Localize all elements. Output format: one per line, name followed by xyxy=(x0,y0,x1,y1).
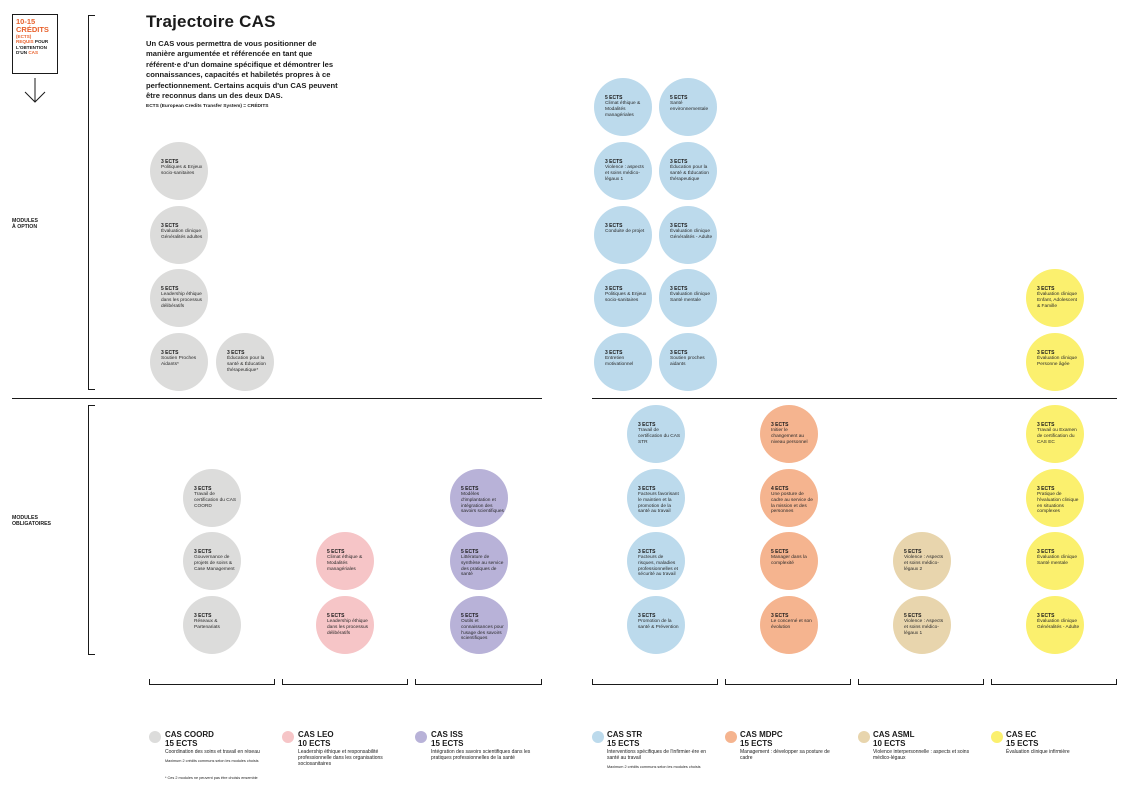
module-name: Soutien Proches Aidants* xyxy=(161,356,197,367)
module-name: Le concerné et son évolution xyxy=(771,619,812,630)
module-ects: 3 ECTS xyxy=(638,486,656,492)
module-ects: 3 ECTS xyxy=(605,223,623,229)
module-name: Évaluation clinique Généralités - Adulte xyxy=(670,229,713,240)
legend-title xyxy=(873,730,914,748)
module-name: Facteurs favorisant le maintien et la promotion de la santé au travail xyxy=(638,492,679,515)
option-bracket-top xyxy=(88,15,95,16)
module-ects: 5 ECTS xyxy=(605,95,623,101)
credits-cas-word: CAS xyxy=(28,49,39,55)
module-name: Travail de certification du CAS COORD xyxy=(194,492,237,509)
module-ects: 5 ECTS xyxy=(904,549,922,555)
module-circle xyxy=(1026,405,1084,463)
credits-of-word: D'UN xyxy=(16,49,28,55)
module-ects: 5 ECTS xyxy=(771,549,789,555)
module-name: Promotion de la santé & Prévention xyxy=(638,619,679,630)
intro-text: Un CAS vous permettra de vous positionner de manière argumentée et référencée en tant que référent·e d'un domaine spécifique et démontrer les connaissances, capacités et habiletés propres à ce perfectionnement. Certains acquis d'un CAS peuvent être reconnus dans un des deux DAS. xyxy=(146,39,338,101)
legend-title xyxy=(298,730,334,748)
module-circle xyxy=(627,596,685,654)
module-name: Éducation pour la santé & Éducation thérapeutique* xyxy=(227,356,266,373)
module-ects: 3 ECTS xyxy=(670,350,688,356)
module-circle xyxy=(1026,333,1084,391)
label-modules-option-line2: À OPTION xyxy=(12,224,38,231)
module-name: Pratique de l'évaluation clinique en situations complexes xyxy=(1037,492,1079,515)
module-circle xyxy=(659,206,717,264)
module-name: Politiques & Enjeux socio-sanitaires xyxy=(605,292,647,303)
module-circle xyxy=(450,469,508,527)
module-ects: 5 ECTS xyxy=(327,613,345,619)
column-bracket xyxy=(858,679,984,685)
label-modules-mandatory-line1: MODULES xyxy=(12,515,38,521)
label-modules-option-line1: MODULES xyxy=(12,218,38,224)
legend-description: Évaluation clinique infirmière xyxy=(1006,749,1070,755)
legend-cas-credits: 10 ECTS xyxy=(873,739,906,748)
module-ects: 3 ECTS xyxy=(1037,350,1055,356)
credits-required-box xyxy=(12,14,58,74)
module-ects: 5 ECTS xyxy=(327,549,345,555)
section-divider-right xyxy=(592,398,1117,399)
credits-required-word: REQUIS xyxy=(16,39,34,45)
module-name: Évaluation clinique Santé mentale xyxy=(670,292,711,303)
module-name: Évaluation clinique Généralités - Adulte xyxy=(1037,619,1080,630)
legend-title xyxy=(740,730,783,748)
module-ects: 3 ECTS xyxy=(771,613,789,619)
label-modules-option xyxy=(12,218,38,231)
legend-cas-credits: 15 ECTS xyxy=(431,739,464,748)
legend-cas-name: CAS ISS xyxy=(431,730,464,739)
legend-dot xyxy=(858,731,870,743)
section-divider-left xyxy=(12,398,542,399)
module-circle xyxy=(1026,269,1084,327)
module-name: Violence : aspects et soins médico-légaux 1 xyxy=(605,165,644,182)
legend-dot xyxy=(149,731,161,743)
legend-description: Management : développer sa posture de cadre xyxy=(740,749,830,762)
legend-cas-name: CAS EC xyxy=(1006,730,1037,739)
module-ects: 3 ECTS xyxy=(638,549,656,555)
module-name: Manager dans la complexité xyxy=(771,555,807,566)
module-ects: 4 ECTS xyxy=(771,486,789,492)
credits-word: CRÉDITS xyxy=(16,25,49,34)
module-circle xyxy=(594,269,652,327)
module-circle xyxy=(627,405,685,463)
module-name: Évaluation clinique Enfant, Adolescent & Famille xyxy=(1037,292,1078,309)
module-ects: 5 ECTS xyxy=(161,286,179,292)
module-name: Violence : Aspects et soins médico-légaux 1 xyxy=(904,619,944,636)
module-ects: 3 ECTS xyxy=(638,613,656,619)
credits-obtaining: L'OBTENTION xyxy=(16,44,47,50)
legend-description: Interventions spécifiques de l'infirmier·ère en santé au travail xyxy=(607,749,707,762)
module-circle xyxy=(594,142,652,200)
legend-description: Violence interpersonnelle : aspects et soins médico-légaux xyxy=(873,749,970,762)
module-circle xyxy=(627,469,685,527)
module-ects: 3 ECTS xyxy=(161,159,179,165)
column-bracket xyxy=(991,679,1117,685)
module-name: Modèles d'implantation et intégration des savoirs scientifiques xyxy=(461,492,504,515)
option-bracket-bottom xyxy=(88,389,95,390)
module-circle xyxy=(627,532,685,590)
module-ects: 3 ECTS xyxy=(1037,549,1055,555)
legend-cas-name: CAS COORD xyxy=(165,730,214,739)
module-circle xyxy=(450,596,508,654)
module-ects: 3 ECTS xyxy=(1037,486,1055,492)
legend-title xyxy=(607,730,642,748)
module-name: Initier le changement au niveau personnel xyxy=(771,428,808,445)
legend-footnote: * Ces 2 modules ne peuvent pas être choisis ensemble xyxy=(165,776,258,780)
module-circle xyxy=(1026,532,1084,590)
module-circle xyxy=(150,142,208,200)
credits-for-word: POUR xyxy=(34,39,49,45)
page-title: Trajectoire CAS xyxy=(146,12,276,31)
module-ects: 3 ECTS xyxy=(771,422,789,428)
ects-definition: ECTS (European Credits Transfer System) = CRÉDITS xyxy=(146,104,269,109)
module-ects: 3 ECTS xyxy=(1037,286,1055,292)
column-bracket xyxy=(149,679,275,685)
legend-dot xyxy=(282,731,294,743)
module-name: Climat éthique & Modalités managériales xyxy=(327,555,363,572)
module-circle xyxy=(594,333,652,391)
credits-of-cas-line xyxy=(16,50,54,55)
module-ects: 5 ECTS xyxy=(461,549,479,555)
module-ects: 3 ECTS xyxy=(194,486,212,492)
module-name: Soutien proches aidants xyxy=(670,356,705,367)
module-name: Santé environnementale xyxy=(670,101,709,112)
module-name: Facteurs de risques, maladies professionnelles et sécurité au travail xyxy=(638,555,678,578)
module-ects: 3 ECTS xyxy=(1037,613,1055,619)
legend-cas-credits: 15 ECTS xyxy=(1006,739,1039,748)
module-name: Leadership éthique dans les processus délibératifs xyxy=(161,292,203,309)
module-name: Travail de certification du CAS STR xyxy=(638,428,681,445)
module-name: Outils et connaissances pour l'usage des savoirs scientifiques xyxy=(461,619,504,642)
module-ects: 3 ECTS xyxy=(194,549,212,555)
module-circle xyxy=(450,532,508,590)
module-ects: 5 ECTS xyxy=(461,486,479,492)
legend-cas-name: CAS ASML xyxy=(873,730,915,739)
module-circle xyxy=(893,532,951,590)
module-circle xyxy=(183,532,241,590)
module-name: Conduite de projet xyxy=(605,229,645,234)
module-name: Réseaux & Partenariats xyxy=(194,619,220,630)
column-bracket xyxy=(415,679,542,685)
column-bracket xyxy=(282,679,408,685)
module-name: Une posture de cadre au service de la mission et des personnes xyxy=(771,492,813,515)
arrow-down-icon xyxy=(24,78,46,104)
module-circle xyxy=(1026,596,1084,654)
module-ects: 3 ECTS xyxy=(194,613,212,619)
module-circle xyxy=(760,596,818,654)
module-circle xyxy=(150,269,208,327)
label-modules-mandatory xyxy=(12,515,51,528)
module-name: Gouvernance de projets de soins & Case Management xyxy=(194,555,235,572)
module-ects: 3 ECTS xyxy=(161,223,179,229)
module-ects: 5 ECTS xyxy=(904,613,922,619)
module-ects: 3 ECTS xyxy=(605,350,623,356)
legend-description: Leadership éthique et responsabilité professionnelle dans les organisations sociosanitaires xyxy=(298,749,383,768)
module-circle xyxy=(316,596,374,654)
legend-dot xyxy=(415,731,427,743)
legend-title xyxy=(1006,730,1038,748)
legend-cas-name: CAS STR xyxy=(607,730,643,739)
module-circle xyxy=(316,532,374,590)
legend-description: Coordination des soins et travail en réseau xyxy=(165,749,260,755)
module-ects: 3 ECTS xyxy=(670,159,688,165)
mandatory-bracket-line xyxy=(88,405,89,655)
module-ects: 3 ECTS xyxy=(670,223,688,229)
legend-cas-name: CAS LEO xyxy=(298,730,334,739)
module-name: Littérature de synthèse au service des pratiques de santé xyxy=(461,555,504,578)
module-ects: 5 ECTS xyxy=(461,613,479,619)
module-circle xyxy=(183,469,241,527)
module-ects: 3 ECTS xyxy=(670,286,688,292)
legend-cas-name: CAS MDPC xyxy=(740,730,783,739)
module-circle xyxy=(659,142,717,200)
module-circle xyxy=(594,78,652,136)
module-circle xyxy=(216,333,274,391)
legend-title xyxy=(431,730,463,748)
module-name: Évaluation clinique Généralités adultes xyxy=(161,229,203,240)
module-name: Climat éthique & Modalités managériales xyxy=(605,101,641,118)
module-ects: 3 ECTS xyxy=(605,159,623,165)
module-ects: 3 ECTS xyxy=(161,350,179,356)
module-ects: 3 ECTS xyxy=(1037,422,1055,428)
legend-cas-credits: 10 ECTS xyxy=(298,739,331,748)
module-name: Leadership éthique dans les processus délibératifs xyxy=(327,619,369,636)
legend-description: Intégration des savoirs scientifiques dans les pratiques professionnelles de la santé xyxy=(431,749,531,762)
module-name: Évaluation clinique Santé mentale xyxy=(1037,555,1078,566)
module-circle xyxy=(183,596,241,654)
module-name: Éducation pour la santé & Éducation thérapeutique xyxy=(670,165,709,182)
label-modules-mandatory-line2: OBLIGATOIRES xyxy=(12,521,52,528)
module-circle xyxy=(659,269,717,327)
mandatory-bracket-top xyxy=(88,405,95,406)
module-circle xyxy=(1026,469,1084,527)
legend-note: Maximum 2 crédits communs selon les modules choisis xyxy=(165,759,259,763)
module-ects: 5 ECTS xyxy=(670,95,688,101)
option-bracket-line xyxy=(88,15,89,390)
module-name: Entretien motivationnel xyxy=(605,356,634,367)
legend-note: Maximum 2 crédits communs selon les modules choisis xyxy=(607,765,701,769)
mandatory-bracket-bottom xyxy=(88,654,95,655)
credits-range: 10-15 xyxy=(16,17,36,26)
legend-dot xyxy=(991,731,1003,743)
module-name: Travail ou Examen de certification du CAS EC xyxy=(1037,428,1077,445)
column-bracket xyxy=(592,679,718,685)
legend-cas-credits: 15 ECTS xyxy=(165,739,198,748)
module-circle xyxy=(760,405,818,463)
module-circle xyxy=(659,333,717,391)
module-name: Violence : Aspects et soins médico-légaux 2 xyxy=(904,555,944,572)
module-circle xyxy=(150,333,208,391)
legend-dot xyxy=(592,731,604,743)
module-ects: 3 ECTS xyxy=(638,422,656,428)
legend-cas-credits: 15 ECTS xyxy=(740,739,773,748)
credits-ects: (ECTS) xyxy=(16,34,32,39)
module-circle xyxy=(594,206,652,264)
legend-cas-credits: 15 ECTS xyxy=(607,739,640,748)
module-name: Évaluation clinique Personne âgée xyxy=(1037,356,1078,367)
module-circle xyxy=(760,469,818,527)
module-circle xyxy=(893,596,951,654)
column-bracket xyxy=(725,679,851,685)
module-name: Politiques & Enjeux socio-sanitaires xyxy=(161,165,203,176)
module-ects: 3 ECTS xyxy=(227,350,245,356)
legend-dot xyxy=(725,731,737,743)
module-circle xyxy=(659,78,717,136)
legend-title xyxy=(165,730,214,748)
module-ects: 3 ECTS xyxy=(605,286,623,292)
module-circle xyxy=(150,206,208,264)
module-circle xyxy=(760,532,818,590)
